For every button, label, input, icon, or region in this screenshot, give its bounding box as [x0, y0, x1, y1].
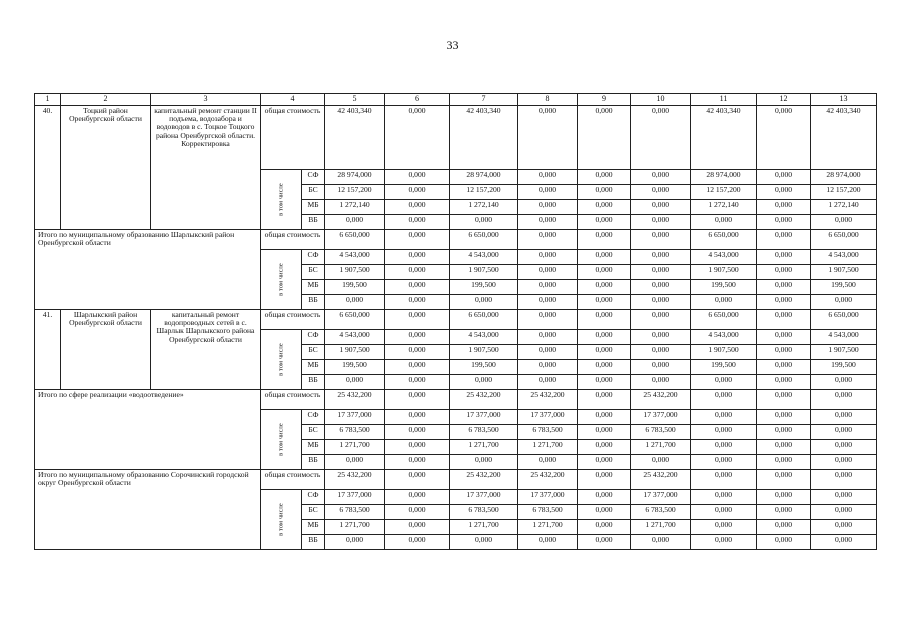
funding-source: МБ	[302, 440, 325, 455]
value-cell: 0,000	[578, 280, 631, 295]
value-cell: 6 783,500	[450, 425, 518, 440]
value-cell: 0,000	[518, 535, 578, 550]
value-cell: 0,000	[631, 250, 691, 265]
municipality-cell: Шарлыкский район Оренбургской области	[61, 310, 151, 390]
value-cell: 0,000	[691, 455, 757, 470]
value-cell: 0,000	[518, 280, 578, 295]
value-cell: 0,000	[385, 455, 450, 470]
value-cell: 0,000	[578, 390, 631, 410]
value-cell: 0,000	[631, 535, 691, 550]
value-cell: 0,000	[631, 280, 691, 295]
funding-source: ВБ	[302, 295, 325, 310]
value-cell: 0,000	[385, 200, 450, 215]
value-cell: 1 271,700	[518, 440, 578, 455]
table-row	[35, 106, 877, 170]
value-cell: 199,500	[450, 280, 518, 295]
value-cell: 6 783,500	[631, 425, 691, 440]
funding-source: ВБ	[302, 535, 325, 550]
value-cell: 17 377,000	[325, 490, 385, 505]
value-cell: 0,000	[518, 375, 578, 390]
value-cell: 0,000	[631, 310, 691, 330]
value-cell: 0,000	[757, 295, 811, 310]
value-cell: 25 432,200	[325, 390, 385, 410]
value-cell: 0,000	[757, 360, 811, 375]
value-cell: 25 432,200	[325, 470, 385, 490]
value-cell: 0,000	[578, 520, 631, 535]
value-cell: 17 377,000	[518, 490, 578, 505]
value-cell: 0,000	[631, 265, 691, 280]
header-cell: 10	[631, 94, 691, 106]
funding-source: МБ	[302, 360, 325, 375]
value-cell: 0,000	[325, 295, 385, 310]
value-cell: 0,000	[385, 170, 450, 185]
value-cell: 0,000	[385, 265, 450, 280]
header-cell: 4	[261, 94, 325, 106]
value-cell: 0,000	[578, 200, 631, 215]
value-cell: 0,000	[691, 215, 757, 230]
value-cell: 0,000	[450, 535, 518, 550]
value-cell: 0,000	[691, 295, 757, 310]
value-cell: 4 543,000	[691, 330, 757, 345]
value-cell: 0,000	[811, 425, 877, 440]
value-cell: 0,000	[578, 185, 631, 200]
table-row	[35, 390, 877, 410]
table-row	[35, 230, 877, 250]
value-cell: 12 157,200	[325, 185, 385, 200]
value-cell: 25 432,200	[450, 470, 518, 490]
value-cell: 199,500	[691, 360, 757, 375]
value-cell: 0,000	[757, 390, 811, 410]
value-cell: 0,000	[385, 440, 450, 455]
value-cell: 0,000	[450, 455, 518, 470]
value-cell: 0,000	[757, 280, 811, 295]
including-text: в том числе	[277, 183, 285, 217]
value-cell: 0,000	[757, 520, 811, 535]
value-cell: 0,000	[631, 345, 691, 360]
value-cell: 0,000	[757, 185, 811, 200]
value-cell: 0,000	[757, 310, 811, 330]
value-cell: 0,000	[578, 170, 631, 185]
value-cell: 25 432,200	[450, 390, 518, 410]
value-cell: 12 157,200	[811, 185, 877, 200]
header-cell: 13	[811, 94, 877, 106]
value-cell: 4 543,000	[811, 330, 877, 345]
value-cell: 0,000	[757, 425, 811, 440]
value-cell: 0,000	[578, 230, 631, 250]
value-cell: 12 157,200	[691, 185, 757, 200]
funding-source: СФ	[302, 490, 325, 505]
value-cell: 0,000	[385, 535, 450, 550]
value-cell: 0,000	[631, 295, 691, 310]
value-cell: 0,000	[578, 215, 631, 230]
value-cell: 0,000	[811, 410, 877, 425]
description-cell: капитальный ремонт водопроводных сетей в с. Шарлык Шарлыкского района Оренбургской области	[151, 310, 261, 390]
value-cell: 0,000	[691, 375, 757, 390]
header-cell: 9	[578, 94, 631, 106]
value-cell: 0,000	[385, 520, 450, 535]
funding-source: СФ	[302, 170, 325, 185]
value-cell: 25 432,200	[631, 390, 691, 410]
value-cell: 28 974,000	[691, 170, 757, 185]
header-cell: 7	[450, 94, 518, 106]
total-cost-label: общая стоимость	[261, 470, 325, 490]
value-cell: 6 783,500	[518, 505, 578, 520]
value-cell: 0,000	[578, 425, 631, 440]
value-cell: 0,000	[757, 215, 811, 230]
value-cell: 6 650,000	[811, 310, 877, 330]
budget-table	[34, 93, 877, 550]
value-cell: 4 543,000	[811, 250, 877, 265]
header-cell: 2	[61, 94, 151, 106]
funding-source: МБ	[302, 280, 325, 295]
value-cell: 0,000	[450, 375, 518, 390]
value-cell: 6 783,500	[325, 425, 385, 440]
value-cell: 0,000	[811, 490, 877, 505]
value-cell: 0,000	[325, 215, 385, 230]
value-cell: 1 272,140	[450, 200, 518, 215]
value-cell: 0,000	[691, 520, 757, 535]
value-cell: 1 907,500	[811, 345, 877, 360]
value-cell: 1 907,500	[325, 345, 385, 360]
value-cell: 42 403,340	[691, 106, 757, 170]
funding-source: БС	[302, 505, 325, 520]
value-cell: 0,000	[631, 455, 691, 470]
value-cell: 1 271,700	[631, 520, 691, 535]
value-cell: 1 271,700	[450, 440, 518, 455]
value-cell: 17 377,000	[450, 490, 518, 505]
value-cell: 0,000	[578, 505, 631, 520]
funding-source: БС	[302, 185, 325, 200]
value-cell: 0,000	[385, 505, 450, 520]
value-cell: 0,000	[578, 360, 631, 375]
value-cell: 17 377,000	[325, 410, 385, 425]
value-cell: 0,000	[385, 250, 450, 265]
value-cell: 199,500	[811, 280, 877, 295]
value-cell: 0,000	[757, 106, 811, 170]
value-cell: 0,000	[450, 215, 518, 230]
value-cell: 0,000	[757, 200, 811, 215]
value-cell: 6 783,500	[450, 505, 518, 520]
value-cell: 0,000	[518, 230, 578, 250]
value-cell: 199,500	[691, 280, 757, 295]
value-cell: 6 650,000	[691, 230, 757, 250]
value-cell: 0,000	[631, 185, 691, 200]
value-cell: 0,000	[518, 185, 578, 200]
value-cell: 0,000	[385, 310, 450, 330]
funding-source: БС	[302, 345, 325, 360]
value-cell: 0,000	[757, 375, 811, 390]
value-cell: 25 432,200	[631, 470, 691, 490]
description-cell: капитальный ремонт станции II подъема, водозабора и водоводов в с. Тоцкое Тоцкого района Оренбургской области. Корректировка	[151, 106, 261, 230]
including-label	[261, 170, 302, 230]
value-cell: 28 974,000	[811, 170, 877, 185]
value-cell: 0,000	[325, 535, 385, 550]
value-cell: 0,000	[450, 295, 518, 310]
value-cell: 0,000	[385, 230, 450, 250]
value-cell: 6 783,500	[631, 505, 691, 520]
value-cell: 0,000	[631, 375, 691, 390]
header-cell: 3	[151, 94, 261, 106]
value-cell: 0,000	[631, 360, 691, 375]
value-cell: 1 907,500	[450, 265, 518, 280]
value-cell: 0,000	[691, 490, 757, 505]
including-label	[261, 330, 302, 390]
value-cell: 1 272,140	[691, 200, 757, 215]
including-label	[261, 490, 302, 550]
total-cost-label: общая стоимость	[261, 390, 325, 410]
value-cell: 0,000	[811, 520, 877, 535]
value-cell: 4 543,000	[325, 330, 385, 345]
value-cell: 28 974,000	[450, 170, 518, 185]
value-cell: 6 650,000	[811, 230, 877, 250]
value-cell: 0,000	[757, 440, 811, 455]
value-cell: 0,000	[757, 535, 811, 550]
value-cell: 0,000	[518, 200, 578, 215]
value-cell: 6 650,000	[325, 310, 385, 330]
funding-source: БС	[302, 425, 325, 440]
value-cell: 0,000	[811, 215, 877, 230]
value-cell: 0,000	[518, 215, 578, 230]
funding-source: СФ	[302, 250, 325, 265]
value-cell: 0,000	[811, 535, 877, 550]
value-cell: 0,000	[631, 200, 691, 215]
row-number: 41.	[35, 310, 61, 390]
including-text: в том числе	[277, 343, 285, 377]
value-cell: 0,000	[631, 230, 691, 250]
value-cell: 0,000	[385, 345, 450, 360]
value-cell: 4 543,000	[450, 250, 518, 265]
value-cell: 199,500	[325, 280, 385, 295]
including-label	[261, 250, 302, 310]
value-cell: 0,000	[385, 360, 450, 375]
value-cell: 0,000	[578, 470, 631, 490]
value-cell: 1 271,700	[518, 520, 578, 535]
total-cost-label: общая стоимость	[261, 310, 325, 330]
value-cell: 4 543,000	[691, 250, 757, 265]
value-cell: 17 377,000	[518, 410, 578, 425]
value-cell: 0,000	[757, 230, 811, 250]
value-cell: 0,000	[518, 265, 578, 280]
value-cell: 0,000	[811, 505, 877, 520]
value-cell: 0,000	[691, 470, 757, 490]
value-cell: 0,000	[811, 390, 877, 410]
value-cell: 0,000	[757, 490, 811, 505]
value-cell: 0,000	[811, 470, 877, 490]
value-cell: 0,000	[578, 375, 631, 390]
header-cell: 12	[757, 94, 811, 106]
including-label	[261, 410, 302, 470]
header-cell: 6	[385, 94, 450, 106]
value-cell: 0,000	[385, 410, 450, 425]
value-cell: 12 157,200	[450, 185, 518, 200]
value-cell: 6 783,500	[518, 425, 578, 440]
value-cell: 0,000	[385, 215, 450, 230]
value-cell: 42 403,340	[325, 106, 385, 170]
municipality-cell: Тоцкий район Оренбургской области	[61, 106, 151, 230]
value-cell: 1 907,500	[691, 265, 757, 280]
value-cell: 0,000	[385, 280, 450, 295]
value-cell: 0,000	[811, 440, 877, 455]
value-cell: 0,000	[578, 250, 631, 265]
total-cost-label: общая стоимость	[261, 230, 325, 250]
value-cell: 0,000	[385, 295, 450, 310]
value-cell: 0,000	[691, 390, 757, 410]
value-cell: 0,000	[757, 170, 811, 185]
value-cell: 0,000	[578, 265, 631, 280]
value-cell: 0,000	[385, 425, 450, 440]
value-cell: 0,000	[385, 375, 450, 390]
value-cell: 1 272,140	[325, 200, 385, 215]
value-cell: 0,000	[757, 505, 811, 520]
table-row	[35, 310, 877, 330]
value-cell: 0,000	[385, 390, 450, 410]
funding-source: ВБ	[302, 375, 325, 390]
funding-source: ВБ	[302, 215, 325, 230]
value-cell: 17 377,000	[631, 410, 691, 425]
value-cell: 0,000	[691, 505, 757, 520]
value-cell: 4 543,000	[325, 250, 385, 265]
value-cell: 0,000	[385, 490, 450, 505]
value-cell: 6 650,000	[450, 310, 518, 330]
value-cell: 0,000	[757, 470, 811, 490]
funding-source: МБ	[302, 200, 325, 215]
value-cell: 0,000	[385, 470, 450, 490]
value-cell: 0,000	[518, 345, 578, 360]
value-cell: 1 907,500	[450, 345, 518, 360]
including-text: в том числе	[277, 503, 285, 537]
value-cell: 0,000	[518, 360, 578, 375]
value-cell: 0,000	[757, 345, 811, 360]
funding-source: БС	[302, 265, 325, 280]
value-cell: 17 377,000	[450, 410, 518, 425]
value-cell: 6 650,000	[691, 310, 757, 330]
value-cell: 0,000	[631, 106, 691, 170]
value-cell: 0,000	[578, 440, 631, 455]
value-cell: 0,000	[757, 265, 811, 280]
header-cell: 1	[35, 94, 61, 106]
value-cell: 4 543,000	[450, 330, 518, 345]
subtotal-title: Итого по муниципальному образованию Сорочинский городской округ Оренбургской области	[35, 470, 261, 550]
header-cell: 11	[691, 94, 757, 106]
value-cell: 0,000	[518, 170, 578, 185]
header-row	[35, 94, 877, 106]
value-cell: 25 432,200	[518, 470, 578, 490]
value-cell: 1 271,700	[450, 520, 518, 535]
header-cell: 5	[325, 94, 385, 106]
value-cell: 0,000	[518, 330, 578, 345]
value-cell: 0,000	[578, 310, 631, 330]
value-cell: 1 271,700	[325, 520, 385, 535]
value-cell: 199,500	[811, 360, 877, 375]
value-cell: 6 650,000	[325, 230, 385, 250]
value-cell: 0,000	[385, 330, 450, 345]
table-row	[35, 470, 877, 490]
value-cell: 0,000	[578, 295, 631, 310]
value-cell: 0,000	[385, 106, 450, 170]
funding-source: МБ	[302, 520, 325, 535]
value-cell: 6 783,500	[325, 505, 385, 520]
value-cell: 0,000	[811, 375, 877, 390]
value-cell: 0,000	[518, 106, 578, 170]
total-cost-label: общая стоимость	[261, 106, 325, 170]
value-cell: 0,000	[757, 250, 811, 265]
value-cell: 0,000	[325, 375, 385, 390]
value-cell: 0,000	[578, 535, 631, 550]
value-cell: 17 377,000	[631, 490, 691, 505]
value-cell: 0,000	[631, 330, 691, 345]
value-cell: 1 907,500	[691, 345, 757, 360]
value-cell: 0,000	[518, 455, 578, 470]
value-cell: 0,000	[811, 455, 877, 470]
subtotal-title: Итого по сфере реализации «водоотведение»	[35, 390, 261, 470]
value-cell: 0,000	[631, 215, 691, 230]
value-cell: 0,000	[691, 535, 757, 550]
value-cell: 1 907,500	[325, 265, 385, 280]
value-cell: 0,000	[385, 185, 450, 200]
value-cell: 0,000	[578, 455, 631, 470]
header-cell: 8	[518, 94, 578, 106]
value-cell: 0,000	[691, 410, 757, 425]
value-cell: 1 272,140	[811, 200, 877, 215]
value-cell: 0,000	[757, 410, 811, 425]
value-cell: 0,000	[578, 106, 631, 170]
value-cell: 0,000	[631, 170, 691, 185]
value-cell: 0,000	[518, 295, 578, 310]
including-text: в том числе	[277, 263, 285, 297]
value-cell: 0,000	[757, 455, 811, 470]
value-cell: 199,500	[450, 360, 518, 375]
value-cell: 0,000	[578, 410, 631, 425]
value-cell: 28 974,000	[325, 170, 385, 185]
funding-source: ВБ	[302, 455, 325, 470]
value-cell: 0,000	[691, 440, 757, 455]
page-number: 33	[446, 38, 459, 52]
value-cell: 1 271,700	[631, 440, 691, 455]
funding-source: СФ	[302, 410, 325, 425]
value-cell: 199,500	[325, 360, 385, 375]
value-cell: 1 907,500	[811, 265, 877, 280]
funding-source: СФ	[302, 330, 325, 345]
value-cell: 0,000	[518, 310, 578, 330]
value-cell: 0,000	[578, 490, 631, 505]
value-cell: 0,000	[691, 425, 757, 440]
value-cell: 25 432,200	[518, 390, 578, 410]
value-cell: 42 403,340	[450, 106, 518, 170]
value-cell: 1 271,700	[325, 440, 385, 455]
value-cell: 0,000	[757, 330, 811, 345]
value-cell: 0,000	[811, 295, 877, 310]
value-cell: 0,000	[578, 330, 631, 345]
row-number: 40.	[35, 106, 61, 230]
value-cell: 0,000	[518, 250, 578, 265]
value-cell: 42 403,340	[811, 106, 877, 170]
value-cell: 0,000	[578, 345, 631, 360]
including-text: в том числе	[277, 423, 285, 457]
value-cell: 6 650,000	[450, 230, 518, 250]
value-cell: 0,000	[325, 455, 385, 470]
subtotal-title: Итого по муниципальному образованию Шарлыкский район Оренбургской области	[35, 230, 261, 310]
